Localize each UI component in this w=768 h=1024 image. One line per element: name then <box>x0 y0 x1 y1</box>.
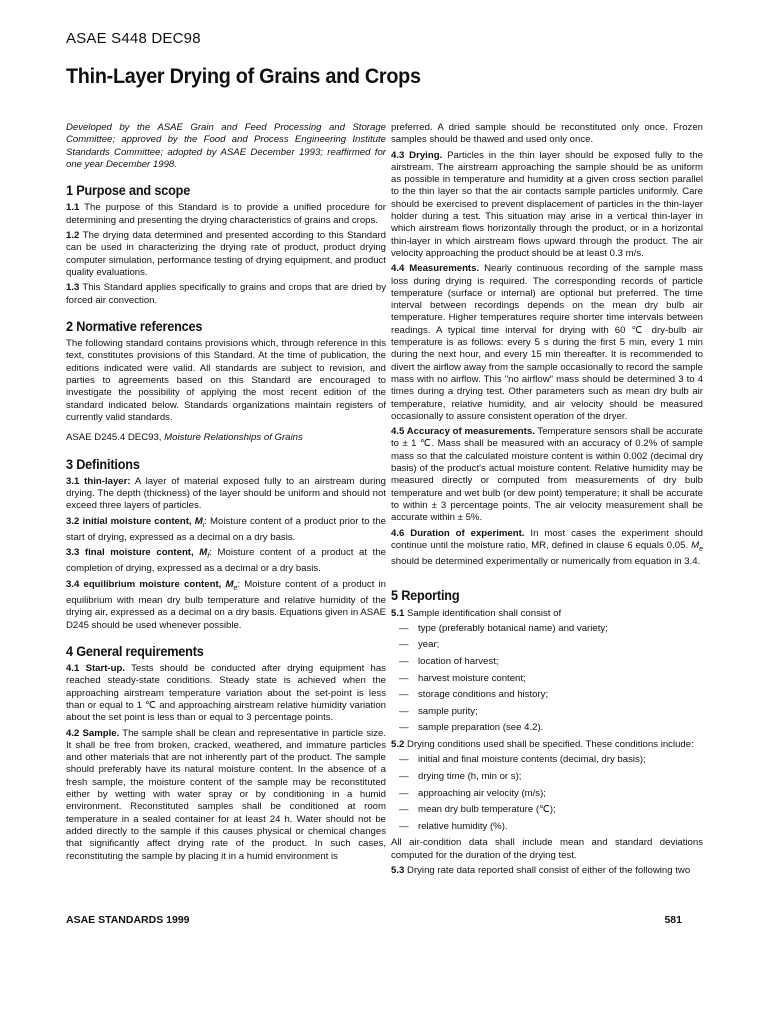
right-column <box>391 122 703 880</box>
clause-text: In most cases the experiment should continue until the moisture ratio, MR, defined in clause 6 equals 0.05. <box>391 527 703 551</box>
left-column <box>66 122 386 866</box>
list-item-text: location of harvest; <box>418 656 499 668</box>
footer-publication: ASAE STANDARDS 1999 <box>66 914 190 926</box>
symbol: M <box>194 515 203 527</box>
paragraph-2-1: The following standard contains provisions which, through reference in this text, constitutes provisions of this Standard. At the time of publication, the editions indicated were valid. All standards are subject to revision, and parties to agreements based on this Standard are encouraged to investigate the possibility of applying the most recent edition of the standard indicated below. Standards organizations maintain registers of currently valid standards. <box>66 338 386 423</box>
dash: — <box>399 770 409 782</box>
clause-text: The drying data determined and presented according to this Standard can be used in characterizing the drying rate of product, product drying computer simulation, performance testing of drying equipment, and product quality evaluations. <box>66 230 386 278</box>
list-item <box>391 689 703 701</box>
clause-number: 1.2 <box>66 230 80 242</box>
definition-term: 3.1 thin-layer: <box>66 475 131 487</box>
list-item <box>391 706 703 718</box>
clause-text: Drying conditions used shall be specified. These conditions include: <box>407 739 694 751</box>
paragraph-4-6 <box>391 528 703 569</box>
symbol: M <box>199 547 208 559</box>
section-2-heading: 2 Normative references <box>66 318 203 334</box>
dash: — <box>399 722 409 734</box>
dash: — <box>399 639 409 651</box>
definition-text: A layer of material exposed fully to an airstream during drying. The depth (thickness) of the layer should be uniform and should not exceed three layers of particles. <box>66 475 386 512</box>
clause-term: 4.1 Start-up. <box>66 663 126 675</box>
list-item <box>391 754 703 766</box>
list-item <box>391 722 703 734</box>
list-item-text: harvest moisture content; <box>418 672 526 684</box>
clause-text: Drying rate data reported shall consist of either of the following two <box>407 864 691 876</box>
dash: — <box>399 804 409 816</box>
clause-term: 4.6 Duration of experiment. <box>391 527 525 539</box>
list-item-text: relative humidity (%). <box>418 820 508 832</box>
intro-paragraph: Developed by the ASAE Grain and Feed Processing and Storage Committee; approved by the Food and Process Engineering Institute Standards Committee; adopted by ASAE December 1993; reaffirmed for one year December 1998. <box>66 122 386 170</box>
paragraph-4-2-continued: preferred. A dried sample should be reconstituted only once. Frozen samples should be thawed and used only once. <box>391 122 703 146</box>
list-item-text: storage conditions and history; <box>418 689 549 701</box>
dash: — <box>399 754 409 766</box>
definition-text: : Moisture content of a product prior to the start of drying, expressed as a decimal on a dry basis. <box>66 515 386 543</box>
paragraph-4-3 <box>391 150 703 261</box>
definition-3-1 <box>66 476 386 513</box>
paragraph-4-1 <box>66 663 386 724</box>
symbol: M <box>225 578 234 590</box>
clause-term: 4.5 Accuracy of measurements. <box>391 426 535 438</box>
definition-term: 3.3 final moisture content, <box>66 547 194 559</box>
drying-conditions-list <box>391 754 703 833</box>
list-item-text: type (preferably botanical name) and variety; <box>418 622 608 634</box>
clause-text: Sample identification shall consist of <box>407 607 562 619</box>
dash: — <box>399 656 409 668</box>
air-condition-paragraph: All air-condition data shall include mean and standard deviations computed for the duration of the drying test. <box>391 837 703 861</box>
definition-text: : Moisture content of a product at the completion of drying, expressed as a decimal or a dry basis. <box>66 547 386 575</box>
clause-text-end: should be determined experimentally or numerically from equation in 3.4. <box>391 556 701 567</box>
list-item <box>391 771 703 783</box>
clause-number: 1.3 <box>66 282 80 294</box>
definition-3-3 <box>66 547 386 576</box>
definition-term: 3.4 equilibrium moisture content, <box>66 578 222 590</box>
reference-title: Moisture Relationships of Grains <box>164 432 303 444</box>
clause-text: Tests should be conducted after drying equipment has reached steady-state conditions. Steady state is achieved when the approaching airstream temperature variation about the set-point is less than or equal to 1 ℃ and approaching airstream relative humidity variation about the set point is less than or equal to 3 percentage points. <box>66 663 386 724</box>
list-item <box>391 656 703 668</box>
dash: — <box>399 622 409 634</box>
clause-text: Particles in the thin layer should be exposed fully to the airstream. The airstream approaching the sample should be as uniform as possible in temperature and humidity at a given cross section parallel to the thin layer so that the air contacts sample particles uniformly. Care should be exercised to prevent displacement of particles in the thin-layer holder during a test. This situation may arise in a vertical thin-layer in which airstream flows horizontally through the product, or in a horizontal thin-layer in which airstream flows upward through the product. The air velocity approaching the product should be at least 0.3 m/s. <box>391 149 703 259</box>
paragraph-5-1 <box>391 608 703 620</box>
symbol: M <box>691 539 700 551</box>
list-item-text: year; <box>418 639 440 651</box>
symbol-subscript: e <box>699 545 703 553</box>
list-item <box>391 821 703 833</box>
definition-text: : Moisture content of a product in equilibrium with mean dry bulb temperature and relative humidity of the drying air, expressed as a decimal on a dry basis. Equations given in ASAE D245 should be used whenever possible. <box>66 578 386 631</box>
list-item-text: mean dry bulb temperature (℃); <box>418 804 556 816</box>
section-1-heading: 1 Purpose and scope <box>66 183 191 199</box>
clause-number: 5.2 <box>391 739 405 751</box>
clause-term: 4.3 Drying. <box>391 149 443 161</box>
list-item <box>391 788 703 800</box>
list-item-text: sample preparation (see 4.2). <box>418 722 544 734</box>
clause-text: The sample shall be clean and representative in particle size. It shall be free from broken, cracked, weathered, and immature particles and other materials that are not inherently part of the product. The sample should preferably have its natural moisture content. In the absence of a fresh sample, the moisture content of the sample may be reconstituted either by wetting with water spray or by conditioning in a humid environment. Reconstituted samples shall be conditioned at room temperature in a sealed container for at least 24 h. Water should not be added directly to the sample if this causes physical or chemical changes that significantly affect drying rate of the product. In such cases, reconstituting the sample by placing it in a humid environment is <box>66 727 386 862</box>
section-4-heading: 4 General requirements <box>66 643 204 659</box>
paragraph-5-3 <box>391 865 703 877</box>
paragraph-1-1 <box>66 202 386 227</box>
reference-code: ASAE D245.4 DEC93, <box>66 432 162 444</box>
paragraph-4-4 <box>391 263 703 423</box>
section-5-heading: 5 Reporting <box>391 588 460 604</box>
list-item-text: initial and final moisture contents (decimal, dry basis); <box>418 754 646 766</box>
clause-number: 5.3 <box>391 864 405 876</box>
sample-identification-list <box>391 623 703 735</box>
list-item-text: sample purity; <box>418 705 478 717</box>
paragraph-1-2 <box>66 230 386 279</box>
list-item-text: drying time (h, min or s); <box>418 770 522 782</box>
section-3-heading: 3 Definitions <box>66 456 140 472</box>
page-number: 581 <box>664 914 682 926</box>
clause-text: This Standard applies specifically to grains and crops that are dried by forced air convection. <box>66 282 386 306</box>
clause-text: The purpose of this Standard is to provide a unified procedure for determining and presenting the drying characteristics of grains and crops. <box>66 202 386 226</box>
list-item <box>391 639 703 651</box>
document-title: Thin-Layer Drying of Grains and Crops <box>66 64 421 88</box>
paragraph-4-2 <box>66 728 386 863</box>
dash: — <box>399 689 409 701</box>
list-item-text: approaching air velocity (m/s); <box>418 787 546 799</box>
paragraph-5-2 <box>391 739 703 751</box>
definition-3-2 <box>66 516 386 545</box>
dash: — <box>399 787 409 799</box>
symbol-subscript: f <box>207 553 210 561</box>
list-item <box>391 623 703 635</box>
clause-number: 5.1 <box>391 607 405 619</box>
paragraph-1-3 <box>66 282 386 307</box>
symbol-subscript: e <box>233 584 238 592</box>
paragraph-4-5 <box>391 426 703 524</box>
normative-reference <box>66 432 386 444</box>
clause-term: 4.2 Sample. <box>66 727 120 739</box>
list-item <box>391 804 703 816</box>
dash: — <box>399 820 409 832</box>
clause-term: 4.4 Measurements. <box>391 263 480 275</box>
clause-number: 1.1 <box>66 202 80 214</box>
dash: — <box>399 705 409 717</box>
list-item <box>391 673 703 685</box>
clause-text: Temperature sensors shall be accurate to ± 1 ℃. Mass shall be measured with an accuracy of 0.2% of sample mass so that the calculated moisture content is within 0.002 (decimal dry basis) of the product's actual moisture content. Relative humidity may be measured directly or computed from measurements of dry bulb temperature and wet bulb (or dew point) temperature; it shall be accurate to within ± 3 percentage points. The air velocity measurement shall be accurate within ± 5%. <box>391 426 703 524</box>
clause-text: Nearly continuous recording of the sample mass loss during drying is required. The corresponding records of particle temperature (surface or internal) are optional but preferred. The time interval between recordings depends on the mean dry bulb air temperature. Higher temperatures require shorter time intervals between readings. A typical time interval for drying with 60 ℃ dry-bulb air temperature is as follows: every 5 s during the first 5 min, every 1 min during the next hour, and every 15 min thereafter. It is recommended to divert the airflow away from the sample occasionally to record the sample mass with no airflow. This "no airflow" mass should be determined 3 to 4 times during a drying test. Other parameters such as mean dry bulb air temperature, relative humidity, and air velocity should be measured occasionally to assure consistent operation of the dryer. <box>391 263 703 422</box>
definition-term: 3.2 initial moisture content, <box>66 515 192 527</box>
definition-3-4 <box>66 579 386 632</box>
standard-code: ASAE S448 DEC98 <box>66 30 201 47</box>
symbol-subscript: i <box>202 521 205 529</box>
dash: — <box>399 672 409 684</box>
